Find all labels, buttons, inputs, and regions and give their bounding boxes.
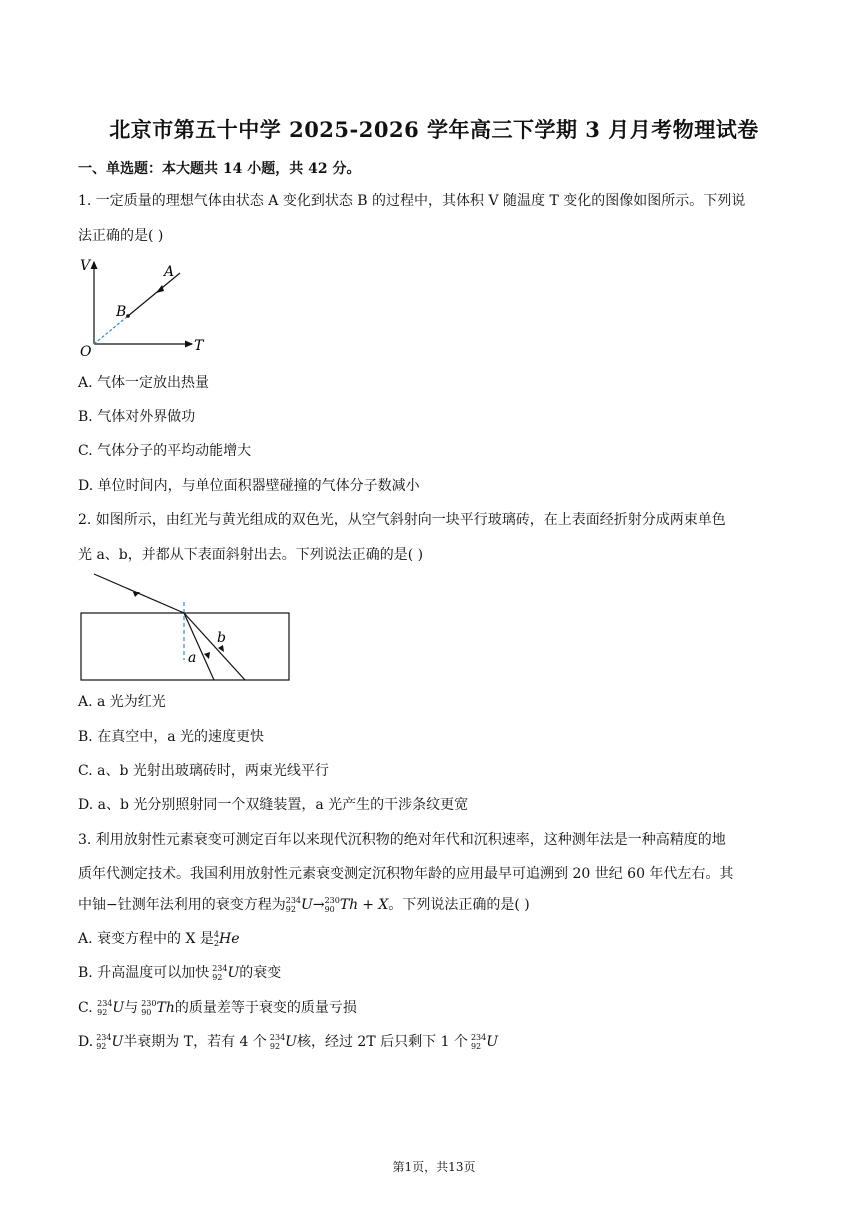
u234-nuclide: 234 92 xyxy=(269,1033,286,1051)
q2-stem-line2: 光 a、b，并都从下表面斜射出去。下列说法正确的是( ) xyxy=(78,547,424,563)
point-a-label: A xyxy=(164,264,175,280)
extension-dashed-line xyxy=(94,316,128,344)
q3-option-d-prefix: D. xyxy=(78,1034,94,1050)
he-symbol: He xyxy=(218,931,240,947)
q1-option-a: A. 气体一定放出热量 xyxy=(78,375,210,391)
q2-option-a: A. a 光为红光 xyxy=(78,694,166,710)
u234-nuclide: 234 92 xyxy=(96,1033,112,1051)
q3-option-d-text: 半衰期为 T，若有 4 个 xyxy=(123,1034,267,1050)
ray-a xyxy=(184,613,214,680)
q3-option-b xyxy=(78,963,281,983)
direction-arrow-icon xyxy=(156,285,164,293)
q1-option-c: C. 气体分子的平均动能增大 xyxy=(78,443,252,459)
q1-stem-line2: 法正确的是( ) xyxy=(78,228,164,244)
ray-b-label: b xyxy=(217,630,226,646)
u-symbol: U xyxy=(111,1034,124,1050)
q3-option-d xyxy=(78,1032,498,1052)
q1-vt-graph xyxy=(76,256,216,360)
u234-nuclide: 234 92 xyxy=(285,896,302,914)
q1-option-b: B. 气体对外界做功 xyxy=(78,409,196,425)
he4-nuclide: 4 2 xyxy=(213,930,219,948)
q1-option-d: D. 单位时间内，与单位面积器壁碰撞的气体分子数减小 xyxy=(78,478,420,494)
incident-ray xyxy=(94,574,184,613)
u-symbol: U xyxy=(227,965,240,981)
ray-b xyxy=(184,613,245,680)
t-axis-label: T xyxy=(194,338,204,354)
q3-option-d-text-2: 核，经过 2T 后只剩下 1 个 xyxy=(296,1034,468,1050)
q1-stem-line1: 1. 一定质量的理想气体由状态 A 变化到状态 B 的过程中，其体积 V 随温度 T 变化的图像如图所示。下列说 xyxy=(78,193,746,209)
origin-label: O xyxy=(80,344,92,360)
q3-option-c: C. 234 92 U 与 230 90 Th 的质量差等于衰变的质量亏损 xyxy=(78,999,357,1017)
ray-a-arrow-icon xyxy=(204,652,210,659)
q3-stem-line3 xyxy=(78,895,530,915)
q3-option-c-text: 与 xyxy=(124,1000,139,1016)
q3-stem-line1: 3. 利用放射性元素衰变可测定百年以来现代沉积物的绝对年代和沉积速率，这种测年法是一种高精度的地 xyxy=(78,832,726,848)
u-symbol: U xyxy=(486,1034,499,1050)
u-symbol: U xyxy=(112,1000,125,1016)
q3-stem-line2: 质年代测定技术。我国利用放射性元素衰变测定沉积物年龄的应用最早可追溯到 20 世纪 60 年代左右。其 xyxy=(78,866,734,882)
th230-nuclide: 230 90 xyxy=(324,896,340,914)
th230-nuclide: 230 90 xyxy=(141,999,157,1017)
q3-option-c-text-end: 的质量差等于衰变的质量亏损 xyxy=(174,1000,357,1016)
q3-option-b-text: B. 升高温度可以加快 xyxy=(78,965,210,981)
q2-option-b: B. 在真空中，a 光的速度更快 xyxy=(78,729,264,745)
u-symbol: U xyxy=(301,897,313,913)
q3-stem-line3-pre: 中铀−钍测年法利用的衰变方程为 xyxy=(78,897,286,913)
u-symbol: U xyxy=(285,1034,297,1050)
plus-x: + X xyxy=(362,897,389,913)
u234-nuclide: 234 92 xyxy=(97,999,113,1017)
point-b-label: B xyxy=(116,304,127,320)
u234-nuclide: 234 92 xyxy=(470,1033,487,1051)
v-axis-label: V xyxy=(80,258,91,274)
point-b xyxy=(126,314,130,318)
glass-brick xyxy=(81,613,289,680)
decay-arrow: → xyxy=(312,897,325,913)
q3-option-a-text: A. 衰变方程中的 X 是 xyxy=(78,931,214,947)
q2-stem-line1: 2. 如图所示，由红光与黄光组成的双色光，从空气斜射向一块平行玻璃砖，在上表面经折射分成两束单色 xyxy=(78,512,726,528)
u234-nuclide: 234 92 xyxy=(212,964,228,982)
incident-arrow-icon xyxy=(133,592,140,597)
page-footer: 第1页，共13页 xyxy=(392,1160,476,1174)
q2-option-d: D. a、b 光分别照射同一个双缝装置，a 光产生的干涉条纹更宽 xyxy=(78,797,469,813)
q3-stem-line3-post: 。下列说法正确的是( ) xyxy=(388,897,530,913)
section-heading: 一、单选题：本大题共 14 小题，共 42 分。 xyxy=(78,161,361,177)
q3-option-b-text-end: 的衰变 xyxy=(239,965,282,981)
q2-glass-refraction-diagram xyxy=(78,568,294,686)
th-symbol: Th xyxy=(156,1000,175,1016)
th-symbol: Th xyxy=(339,897,359,913)
ray-a-label: a xyxy=(188,650,197,666)
q2-option-c: C. a、b 光射出玻璃砖时，两束光线平行 xyxy=(78,763,329,779)
page-title: 北京市第五十中学 2025-2026 学年高三下学期 3 月月考物理试卷 xyxy=(109,117,759,142)
q3-option-a xyxy=(78,929,239,949)
